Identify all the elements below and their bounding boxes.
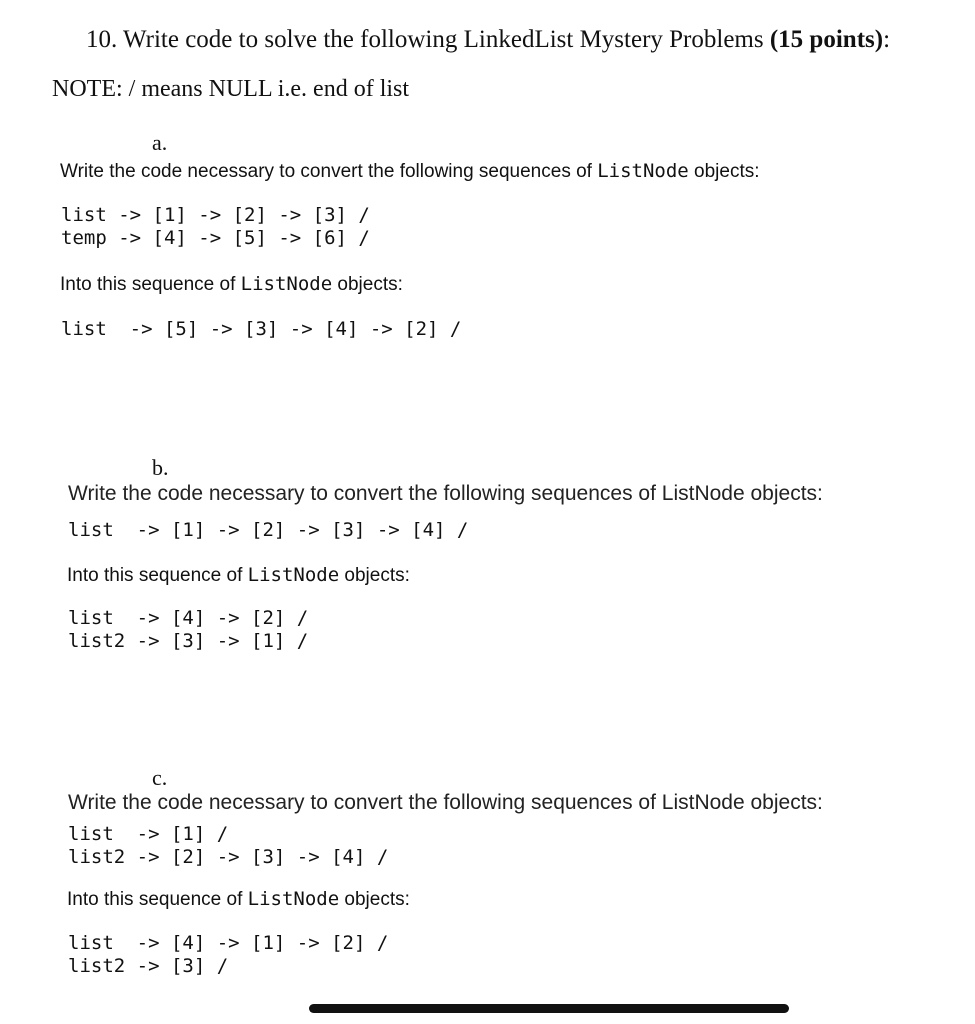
part-c-from-line-2: list2 -> [2] -> [3] -> [4] / (68, 846, 389, 868)
problem-title-suffix: : (883, 26, 891, 53)
part-c-to-line-2: list2 -> [3] / (68, 955, 229, 977)
part-a-into-text (60, 273, 403, 296)
part-a-into-prefix: Into this sequence of (60, 274, 241, 295)
part-b-into-code: ListNode (247, 564, 340, 586)
part-b-into-text (67, 564, 410, 587)
part-a-to-line-1: list -> [5] -> [3] -> [4] -> [2] / (61, 318, 462, 340)
part-a-instruction-suffix: objects: (688, 161, 760, 182)
part-a-label: a. (152, 130, 168, 155)
problem-points: (15 points) (769, 26, 884, 53)
null-note: NOTE: / means NULL i.e. end of list (52, 76, 410, 102)
home-indicator[interactable] (309, 1004, 789, 1013)
part-b-into-prefix: Into this sequence of (67, 565, 248, 586)
part-c-from-line-1: list -> [1] / (68, 823, 229, 845)
part-b-to-line-2: list2 -> [3] -> [1] / (68, 630, 309, 652)
part-c-into-suffix: objects: (339, 889, 410, 910)
part-a-from-line-1: list -> [1] -> [2] -> [3] / (61, 204, 370, 226)
part-c-label: c. (152, 765, 168, 790)
part-c-into-text (67, 888, 410, 911)
part-b-from-line-1: list -> [1] -> [2] -> [3] -> [4] / (68, 519, 469, 541)
part-a-instruction-prefix: Write the code necessary to convert the following sequences of (60, 161, 598, 182)
part-b-label: b. (152, 455, 169, 480)
part-a-into-suffix: objects: (332, 274, 403, 295)
part-a-instruction (60, 160, 760, 183)
problem-title-text: 10. Write code to solve the following LinkedList Mystery Problems (86, 26, 770, 53)
part-a-instruction-code: ListNode (597, 160, 689, 182)
part-a-from-line-2: temp -> [4] -> [5] -> [6] / (61, 227, 370, 249)
part-c-instruction: Write the code necessary to convert the following sequences of ListNode objects: (68, 791, 823, 814)
part-c-into-prefix: Into this sequence of (67, 889, 248, 910)
part-c-into-code: ListNode (247, 888, 340, 910)
part-c-to-line-1: list -> [4] -> [1] -> [2] / (68, 932, 389, 954)
part-b-into-suffix: objects: (339, 565, 410, 586)
part-b-instruction: Write the code necessary to convert the following sequences of ListNode objects: (68, 482, 823, 505)
part-a-into-code: ListNode (240, 273, 333, 295)
problem-title (86, 26, 890, 54)
part-b-to-line-1: list -> [4] -> [2] / (68, 607, 309, 629)
